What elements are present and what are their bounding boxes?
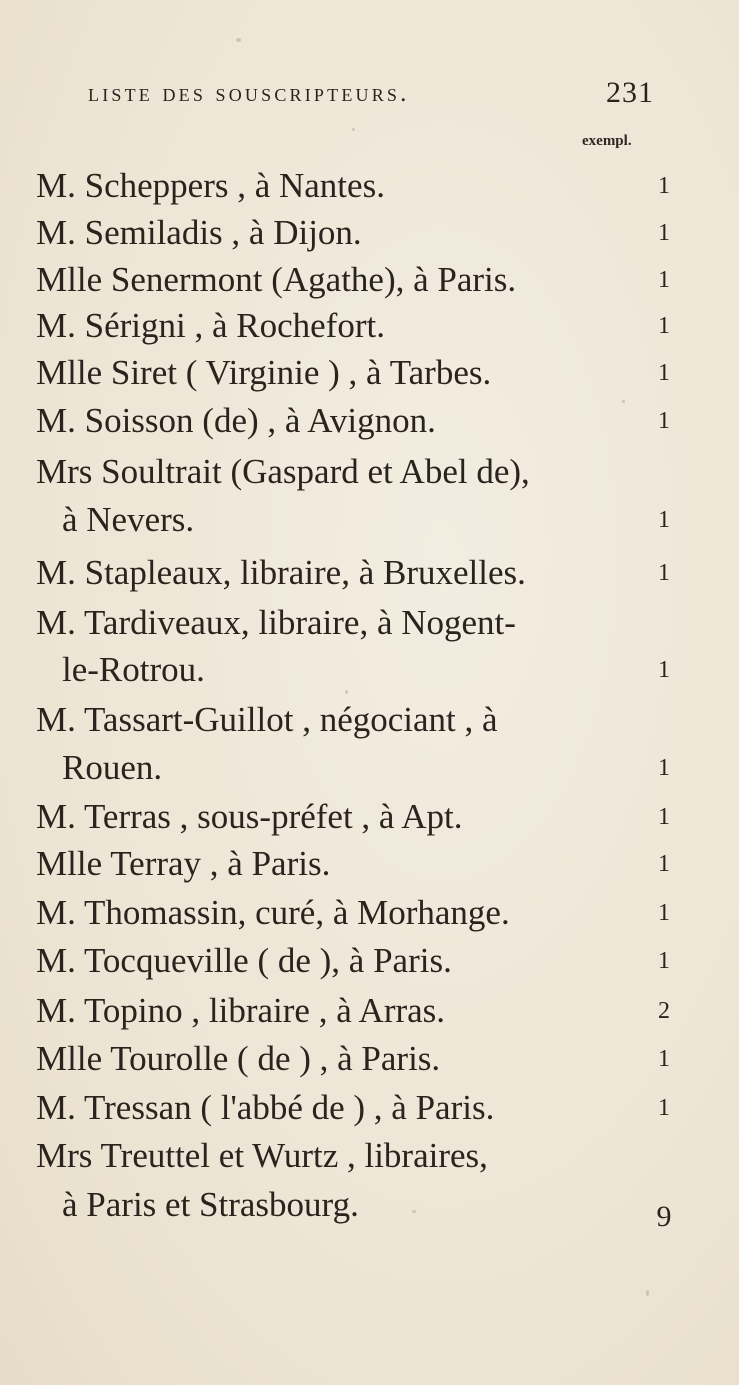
list-item (62, 748, 162, 788)
copies-count: 1 (658, 657, 670, 683)
paper-speck (412, 1210, 416, 1213)
copies-count: 1 (658, 507, 670, 533)
list-item (36, 893, 510, 933)
list-item (36, 1039, 440, 1079)
paper-speck (646, 1290, 649, 1296)
copies-count: 9 (656, 1200, 672, 1233)
copies-count: 1 (658, 267, 670, 293)
list-item (36, 553, 526, 593)
entry-text: M. Topino , libraire , à Arras. (36, 991, 446, 1030)
list-item (36, 941, 452, 981)
list-item (36, 452, 530, 492)
copies-count: 1 (658, 1046, 670, 1072)
running-title: liste des souscripteurs. (88, 80, 410, 107)
entry-text: M. Stapleaux, libraire, à Bruxelles. (36, 553, 526, 592)
list-item (36, 401, 436, 441)
list-item (36, 844, 330, 884)
entry-text: Mlle Tourolle ( de ) , à Paris. (36, 1039, 441, 1078)
entry-text: à Paris et Strasbourg. (62, 1185, 359, 1224)
entry-text: Mlle Terray , à Paris. (36, 844, 331, 883)
paper-speck (622, 400, 625, 403)
paper-speck (236, 38, 241, 42)
entry-text: M. Soisson (de) , à Avignon. (36, 401, 436, 440)
entry-text: M. Tardiveaux, libraire, à Nogent- (36, 603, 516, 642)
list-item (62, 650, 205, 690)
list-item (36, 1136, 488, 1176)
copies-count: 1 (658, 804, 670, 830)
running-head (88, 76, 688, 120)
entry-text: M. Tassart-Guillot , négociant , à (36, 700, 498, 739)
list-item (36, 603, 516, 643)
page-number: 231 (606, 76, 654, 109)
copies-column-label: exempl. (582, 133, 632, 149)
copies-count: 1 (658, 560, 670, 586)
copies-count: 1 (658, 900, 670, 926)
copies-count: 1 (658, 755, 670, 781)
entry-text: M. Sérigni , à Rochefort. (36, 306, 385, 345)
list-item (36, 1088, 494, 1128)
list-item (62, 500, 194, 540)
copies-count: 2 (658, 998, 670, 1024)
paper-speck (352, 128, 355, 131)
entry-text: M. Tocqueville ( de ), à Paris. (36, 941, 452, 980)
entry-text: M. Thomassin, curé, à Morhange. (36, 893, 510, 932)
entry-text: Mlle Siret ( Virginie ) , à Tarbes. (36, 353, 492, 392)
list-item (36, 306, 385, 346)
copies-count: 1 (658, 220, 670, 246)
entry-text: le-Rotrou. (62, 650, 205, 689)
list-item (36, 797, 463, 837)
list-item (62, 1185, 359, 1225)
list-item (36, 213, 362, 253)
entry-text: M. Terras , sous-préfet , à Apt. (36, 797, 463, 836)
entry-text: M. Scheppers , à Nantes. (36, 166, 385, 205)
entry-text: Rouen. (62, 748, 163, 787)
entry-text: Mlle Senermont (Agathe), à Paris. (36, 260, 517, 299)
entry-text: M. Semiladis , à Dijon. (36, 213, 362, 252)
entry-text: Mrs Soultrait (Gaspard et Abel de), (36, 452, 530, 491)
entry-text: Mrs Treuttel et Wurtz , libraires, (36, 1136, 488, 1175)
copies-count: 1 (658, 1095, 670, 1121)
list-item (36, 260, 516, 300)
entry-text: à Nevers. (62, 500, 195, 539)
paper-speck (345, 690, 348, 694)
list-item (36, 353, 491, 393)
copies-count: 1 (658, 313, 670, 339)
copies-count: 1 (658, 948, 670, 974)
copies-count: 1 (658, 851, 670, 877)
copies-count: 1 (658, 173, 670, 199)
list-item (36, 166, 385, 206)
entry-text: M. Tressan ( l'abbé de ) , à Paris. (36, 1088, 495, 1127)
list-item (36, 991, 445, 1031)
copies-count: 1 (658, 408, 670, 434)
copies-count: 1 (658, 360, 670, 386)
list-item (36, 700, 498, 740)
